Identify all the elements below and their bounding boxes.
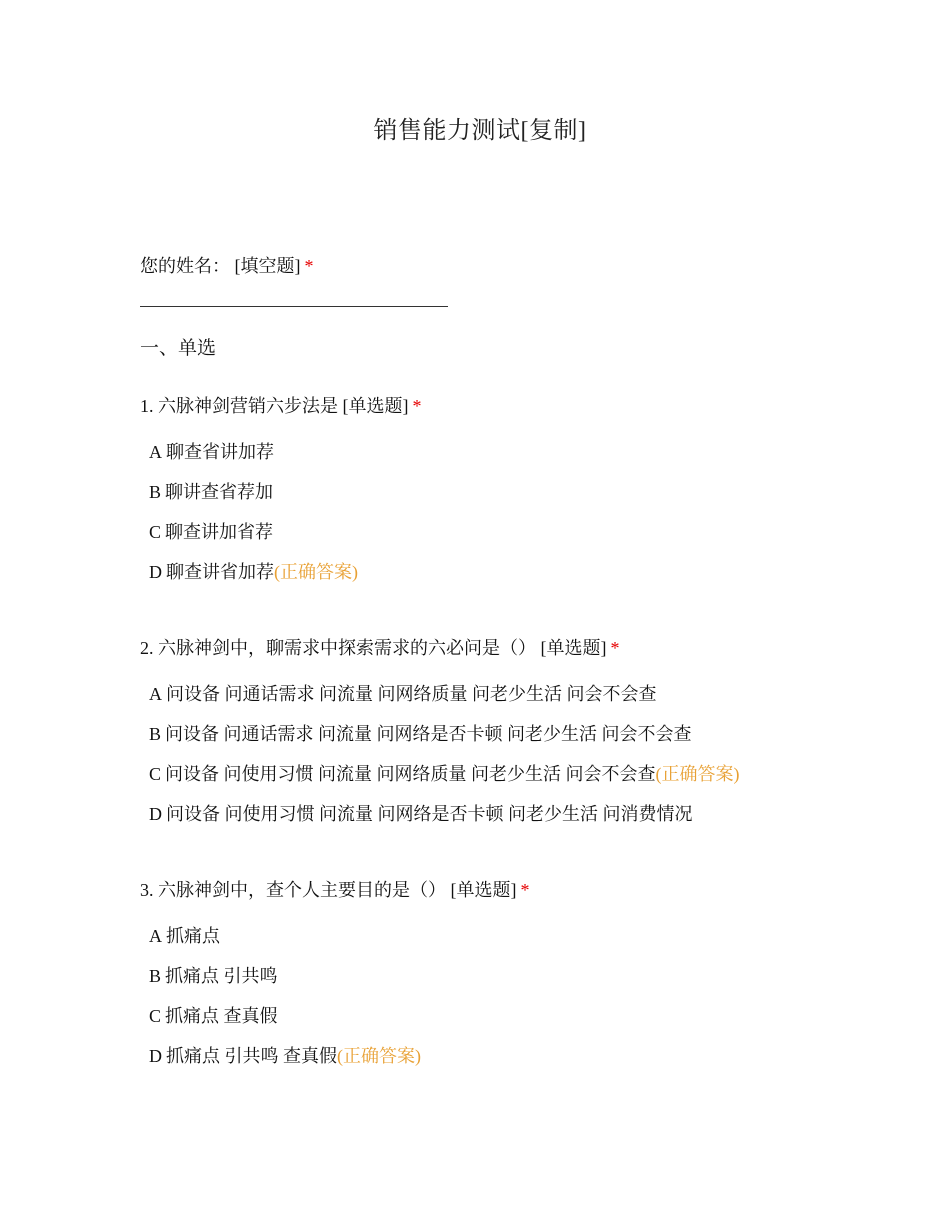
question-type-tag: [单选题] <box>342 396 409 416</box>
required-mark: * <box>520 880 530 900</box>
option-text: 抓痛点 <box>166 926 220 946</box>
question-1-option-d[interactable] <box>149 558 358 584</box>
option-text: 抓痛点 引共鸣 查真假 <box>166 1046 337 1066</box>
option-text: 聊查省讲加荐 <box>166 442 274 462</box>
question-2-option-c[interactable] <box>149 760 740 786</box>
question-3-option-a[interactable] <box>149 922 220 948</box>
option-letter: B <box>149 482 162 502</box>
section-title: 一、单选 <box>140 338 217 359</box>
question-2 <box>140 634 620 660</box>
correct-answer-tag: (正确答案) <box>274 562 358 582</box>
question-2-option-d[interactable] <box>149 800 693 826</box>
required-mark: * <box>412 396 422 416</box>
question-2-option-a[interactable] <box>149 680 657 706</box>
option-letter: B <box>149 724 162 744</box>
correct-answer-tag: (正确答案) <box>337 1046 421 1066</box>
option-letter: D <box>149 562 162 582</box>
question-1-option-b[interactable] <box>149 478 273 504</box>
option-text: 问设备 问通话需求 问流量 问网络质量 问老少生活 问会不会查 <box>166 684 657 704</box>
option-text: 问设备 问使用习惯 问流量 问网络质量 问老少生活 问会不会查 <box>165 764 656 784</box>
name-question <box>140 252 314 278</box>
option-text: 问设备 问通话需求 问流量 问网络是否卡顿 问老少生活 问会不会查 <box>165 724 692 744</box>
name-question-label: 您的姓名： <box>140 256 230 276</box>
option-text: 抓痛点 查真假 <box>165 1006 278 1026</box>
required-mark: * <box>610 638 620 658</box>
option-text: 问设备 问使用习惯 问流量 问网络是否卡顿 问老少生活 问消费情况 <box>166 804 693 824</box>
option-letter: D <box>149 1046 162 1066</box>
option-letter: D <box>149 804 162 824</box>
question-number: 2. <box>140 638 154 658</box>
question-2-option-b[interactable] <box>149 720 692 746</box>
option-letter: C <box>149 522 162 542</box>
question-1-option-c[interactable] <box>149 518 273 544</box>
correct-answer-tag: (正确答案) <box>655 764 740 784</box>
question-text: 六脉神剑中，聊需求中探索需求的六必问是（） <box>158 638 536 658</box>
option-letter: A <box>149 684 162 704</box>
question-3-option-b[interactable] <box>149 962 278 988</box>
question-type-tag: [单选题] <box>450 880 517 900</box>
required-mark: * <box>304 256 314 276</box>
option-letter: C <box>149 764 162 784</box>
question-type-tag: [单选题] <box>540 638 607 658</box>
question-3 <box>140 876 530 902</box>
question-number: 1. <box>140 396 154 416</box>
question-1-option-a[interactable] <box>149 438 274 464</box>
question-text: 六脉神剑营销六步法是 <box>158 396 338 416</box>
option-letter: A <box>149 926 162 946</box>
option-letter: C <box>149 1006 162 1026</box>
name-answer-line[interactable] <box>140 306 448 307</box>
option-letter: A <box>149 442 162 462</box>
option-text: 聊查讲加省荐 <box>165 522 274 542</box>
option-text: 聊查讲省加荐 <box>166 562 274 582</box>
name-question-type-tag: [填空题] <box>234 256 301 276</box>
option-text: 抓痛点 引共鸣 <box>165 966 278 986</box>
question-number: 3. <box>140 880 154 900</box>
question-3-option-c[interactable] <box>149 1002 278 1028</box>
question-3-option-d[interactable] <box>149 1042 421 1068</box>
option-text: 聊讲查省荐加 <box>165 482 274 502</box>
question-1 <box>140 392 422 418</box>
option-letter: B <box>149 966 162 986</box>
question-text: 六脉神剑中，查个人主要目的是（） <box>158 880 446 900</box>
page-title: 销售能力测试[复制] <box>373 118 587 144</box>
